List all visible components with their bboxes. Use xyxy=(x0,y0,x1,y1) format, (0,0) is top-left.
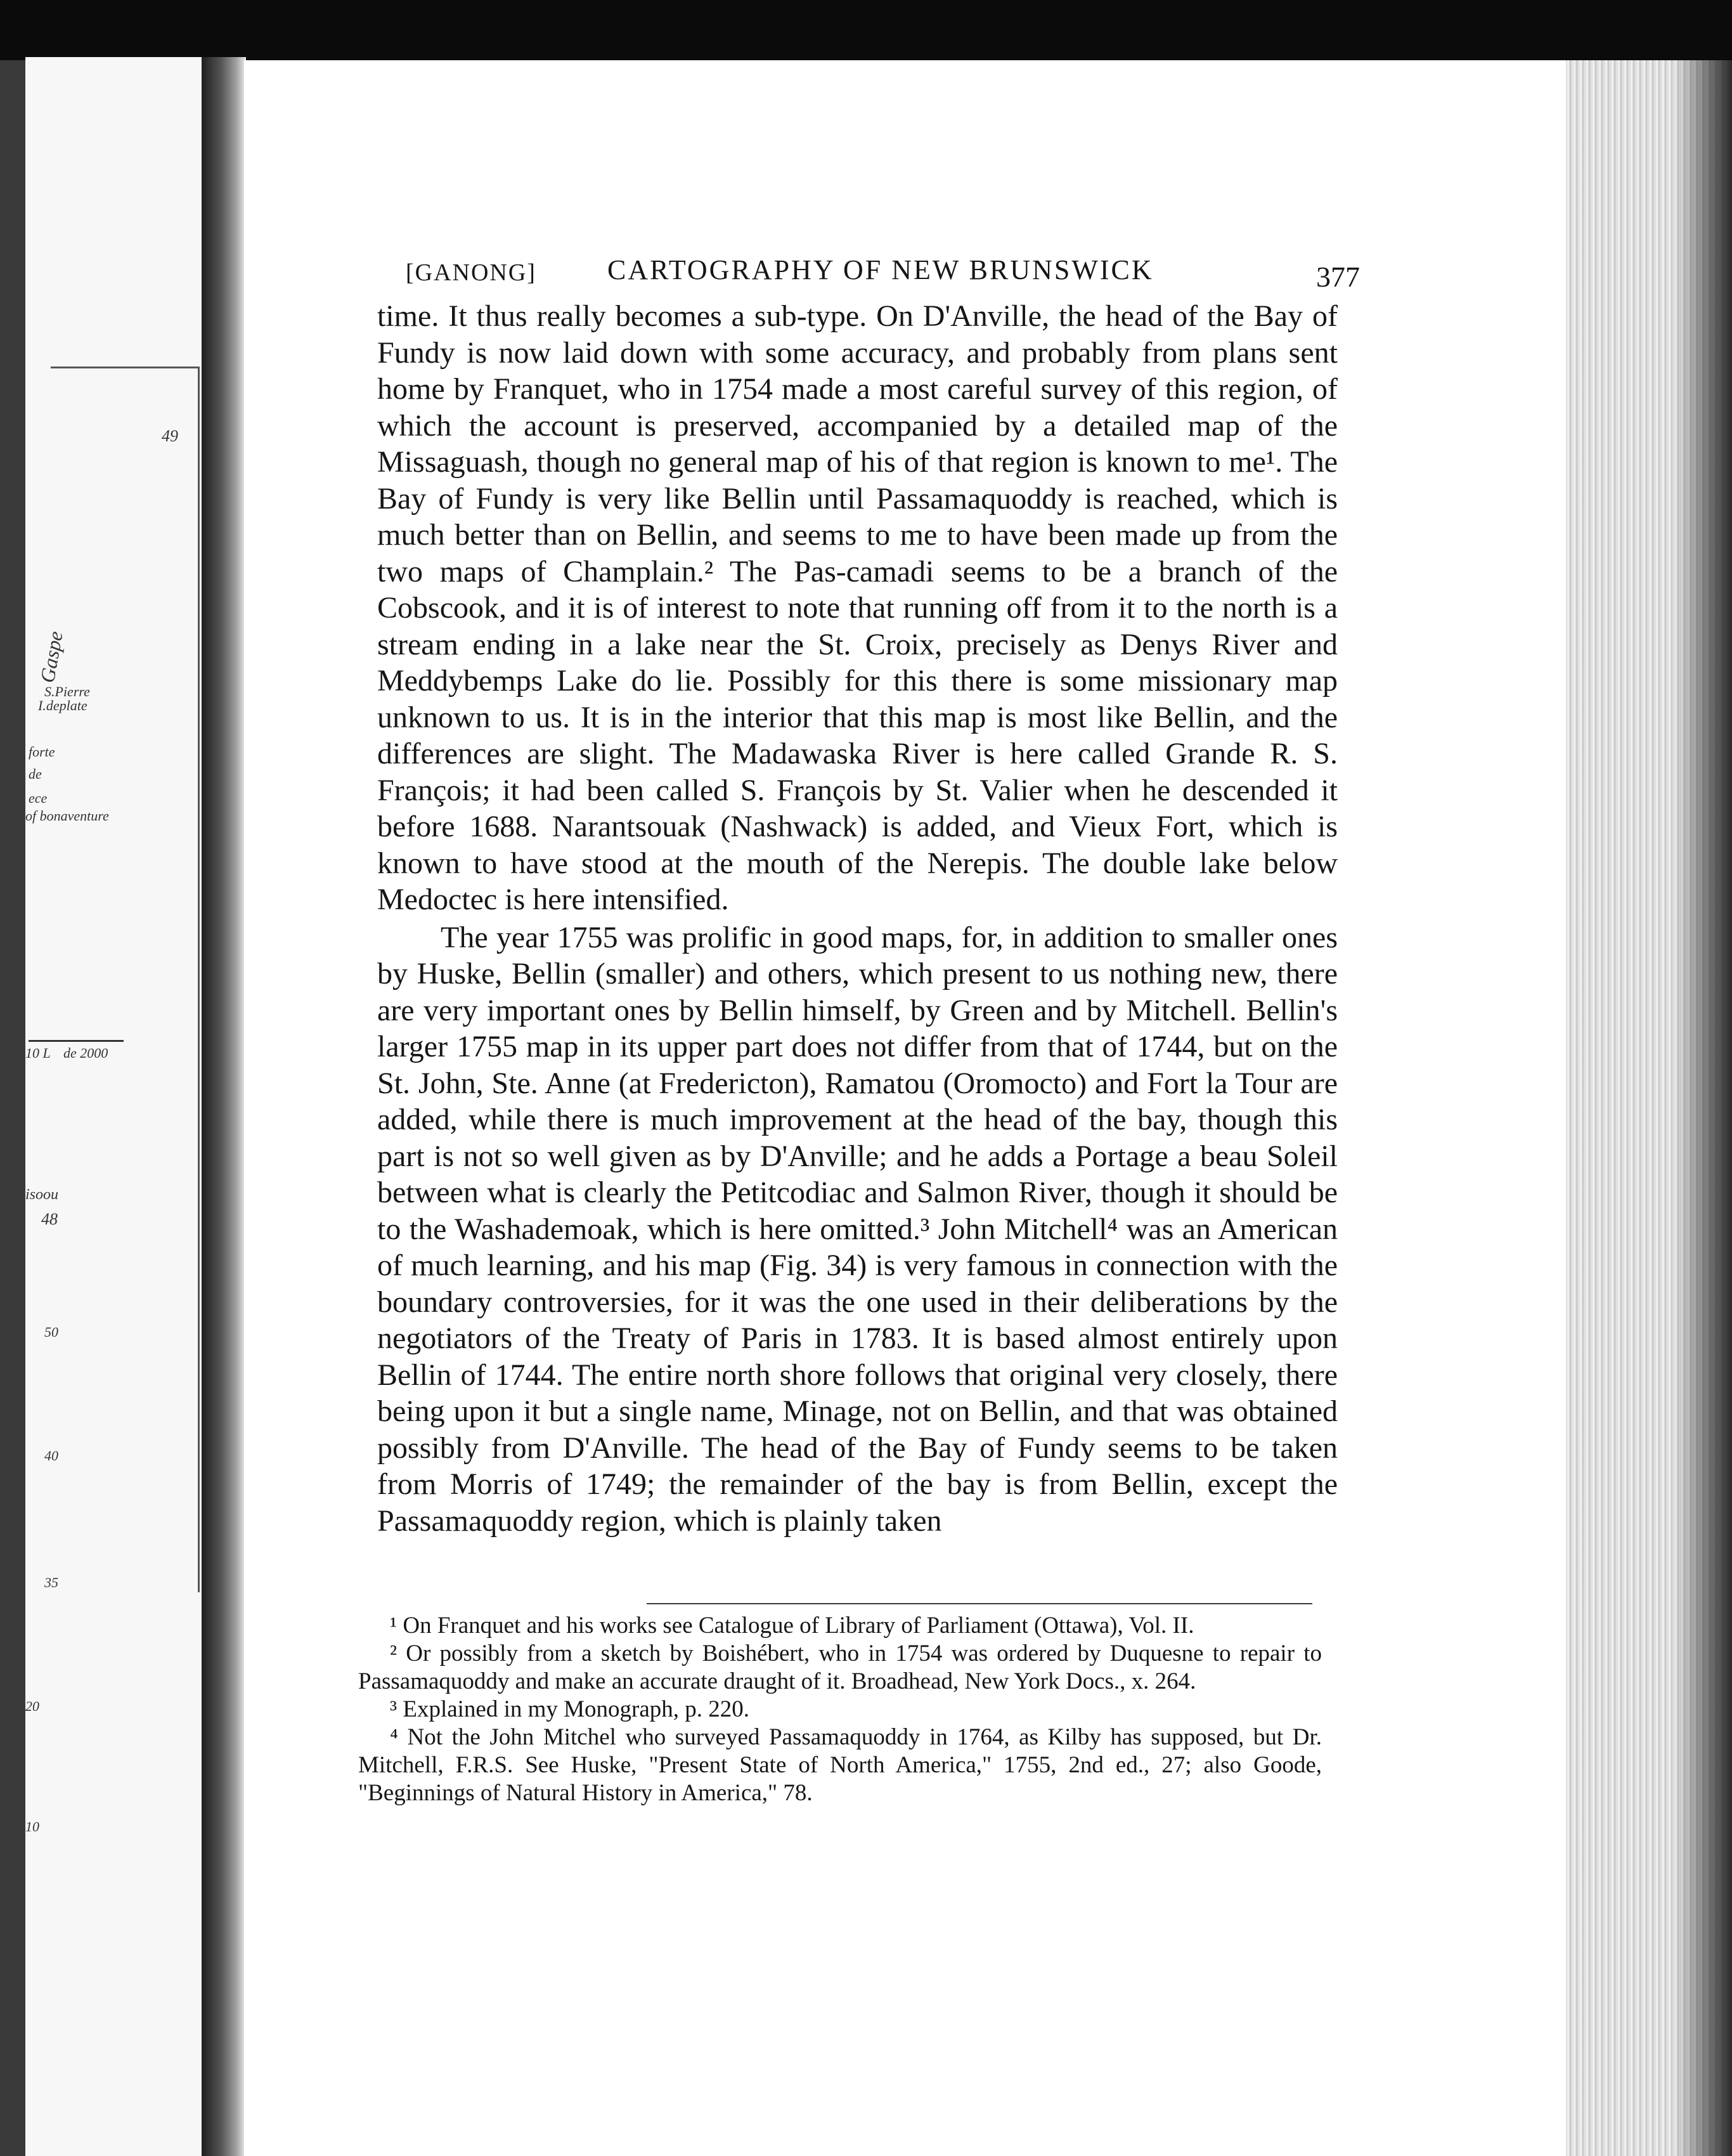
body-text xyxy=(377,298,1338,1539)
left-facing-page xyxy=(25,57,206,2156)
map-label: 50 xyxy=(44,1324,58,1340)
map-frame xyxy=(51,367,200,1592)
footnote: ² Or possibly from a sketch by Boishébert, who in 1754 was ordered by Duquesne to repair to Passamaquoddy and make an accurate draught of it. Broadhead, New York Docs., x. 264. xyxy=(358,1640,1322,1694)
map-label: 49 xyxy=(162,427,178,445)
header-title: CARTOGRAPHY OF NEW BRUNSWICK xyxy=(607,254,1154,285)
footnote: ¹ On Franquet and his works see Catalogue of Library of Parliament (Ottawa), Vol. II. xyxy=(390,1613,1194,1639)
map-label: of bonaventure xyxy=(25,808,109,824)
map-label: forte xyxy=(29,744,55,760)
map-label: 10 xyxy=(25,1819,39,1835)
map-label: I.deplate xyxy=(38,698,87,713)
map-label: de 2000 xyxy=(63,1045,108,1061)
map-label: 48 xyxy=(41,1210,58,1228)
map-label: isoou xyxy=(25,1186,59,1203)
map-label: S.Pierre xyxy=(44,684,90,699)
page-stack-shadow xyxy=(1674,60,1732,2156)
footnote: ³ Explained in my Monograph, p. 220. xyxy=(390,1696,750,1722)
footnote: ⁴ Not the John Mitchel who surveyed Passamaquoddy in 1764, as Kilby has supposed, but Dr. Mitchell, F.R.S. See Huske, "Present State of North America," 1755, 2nd ed., 27; also Goode, "Beginnings of Natural History in America," 78. xyxy=(358,1724,1322,1806)
map-label: 40 xyxy=(44,1448,58,1464)
map-label: 20 xyxy=(25,1698,39,1714)
map-label: Gaspe xyxy=(36,629,67,685)
footnote-rule xyxy=(647,1603,1312,1604)
book-gutter xyxy=(202,57,246,2156)
scan-top-band xyxy=(0,0,1732,60)
map-label: ece xyxy=(29,790,48,806)
paragraph: The year 1755 was prolific in good maps, for, in addition to smaller ones by Huske, Bellin (smaller) and others, which present to us nothing new, there are very important ones by Bellin himself, by Green and by Mitchell. Bellin's larger 1755 map in its upper part does not differ from that of 1744, but on the St. John, Ste. Anne (at Fredericton), Ramatou (Oromocto) and Fort la Tour are added, while there is much improvement at the head of the bay, though this part is not so well given as by D'Anville; and he adds a Portage a beau Soleil between what is clearly the Petitcodiac and Salmon River, though it should be to the Washademoak, which is here omitted.³ John Mitchell⁴ was an American of much learning, and his map (Fig. 34) is very famous in connection with the boundary controversies, for it was the one used in their deliberations by the negotiators of the Treaty of Paris in 1783. It is based almost entirely upon Bellin of 1744. The entire north shore follows that original very closely, there being upon it but a single name, Minage, not on Bellin, and that was obtained possibly from D'Anville. The head of the Bay of Fundy seems to be taken from Morris of 1749; the remainder of the bay is from Bellin, except the Passamaquoddy region, which is plainly taken xyxy=(377,920,1338,1538)
page-number: 377 xyxy=(1316,261,1360,293)
map-label: 35 xyxy=(44,1575,58,1590)
map-scale-bar xyxy=(29,1040,124,1042)
paragraph: time. It thus really becomes a sub-type. On D'Anville, the head of the Bay of Fundy is now laid down with some accuracy, and probably from plans sent home by Franquet, who in 1754 made a most careful survey of this region, of which the account is preserved, accompanied by a detailed map of the Missaguash, though no general map of his of that region is known to me¹. The Bay of Fundy is very like Bellin until Passamaquoddy is reached, which is much better than on Bellin, and seems to me to have been made up from the two maps of Champlain.² The Pas-camadi seems to be a branch of the Cobscook, and it is of interest to note that running off from it to the north is a stream ending in a lake near the St. Croix, precisely as Denys River and Meddybemps Lake do lie. Possibly for this there is some missionary map unknown to us. It is in the interior that this map is most like Bellin, and the differences are slight. The Madawaska River is here called Grande R. S. François; it had been called S. François by St. Valier when he descended it before 1688. Narantsouak (Nashwack) is added, and Vieux Fort, which is known to have stood at the mouth of the Nerepis. The double lake below Medoctec is here intensified. xyxy=(377,299,1338,916)
header-author: [GANONG] xyxy=(406,259,536,286)
running-header xyxy=(406,254,1360,292)
map-label: 10 L xyxy=(25,1045,51,1061)
footnotes xyxy=(358,1612,1322,1807)
map-label: de xyxy=(29,766,42,782)
